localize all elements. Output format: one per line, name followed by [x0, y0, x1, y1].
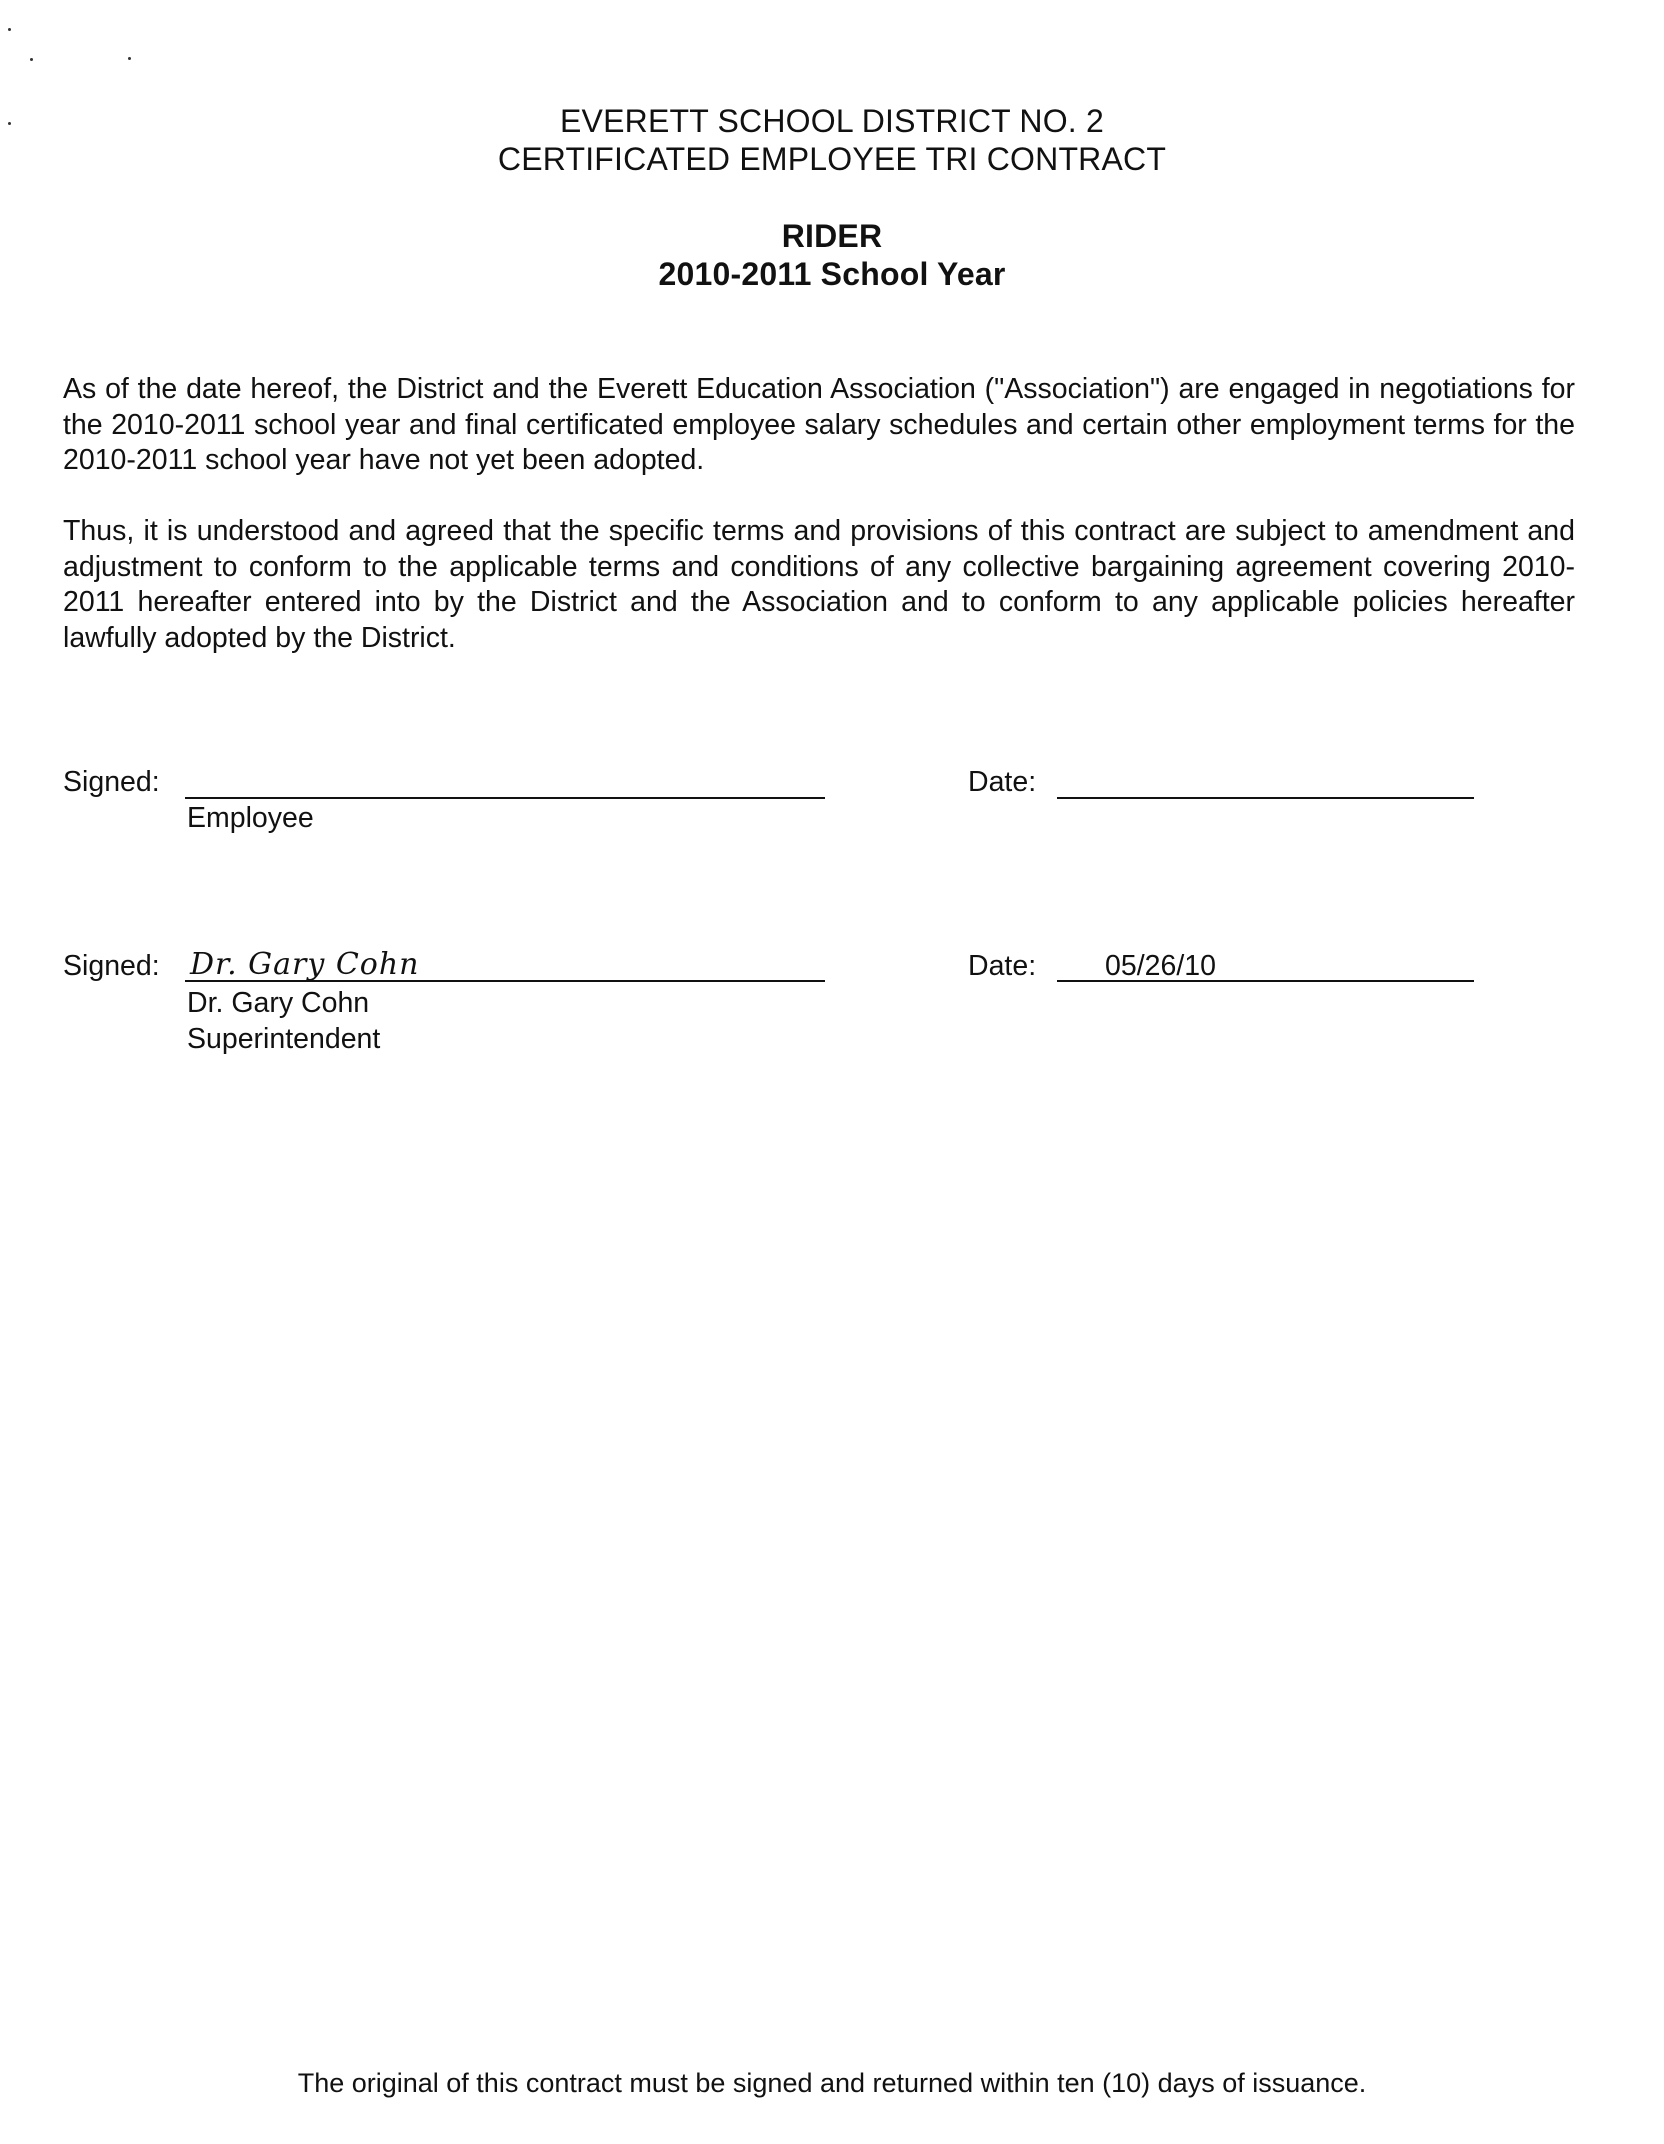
- superintendent-title: Superintendent: [187, 1023, 381, 1055]
- employee-signature-line[interactable]: [185, 797, 825, 799]
- return-deadline-note: The original of this contract must be signed and returned within ten (10) days of issuance.: [297, 2068, 1367, 2098]
- employee-date-label: Date:: [968, 766, 1037, 798]
- superintendent-handwritten-signature: Dr. Gary Cohn: [190, 947, 420, 982]
- superintendent-signature-line[interactable]: [185, 980, 825, 982]
- employee-date-line[interactable]: [1057, 797, 1474, 799]
- superintendent-date-value: 05/26/10: [1105, 950, 1216, 982]
- school-year-heading: 2010-2011 School Year: [658, 256, 1006, 292]
- scan-speck: [30, 58, 33, 61]
- superintendent-name: Dr. Gary Cohn: [187, 987, 370, 1019]
- contract-title: CERTIFICATED EMPLOYEE TRI CONTRACT: [497, 141, 1167, 177]
- scan-speck: [128, 57, 131, 60]
- superintendent-signed-label: Signed:: [63, 950, 160, 982]
- superintendent-date-line[interactable]: [1057, 980, 1474, 982]
- scan-speck: [8, 28, 11, 31]
- superintendent-date-label: Date:: [968, 950, 1037, 982]
- negotiations-paragraph: As of the date hereof, the District and the Everett Education Association ("Association") are engaged in negotiations for the 2010-2011 school year and final certificated employee salary schedules and certain other employment terms for the 2010-2011 school year have not yet been adopted.: [63, 373, 1575, 476]
- rider-heading: RIDER: [781, 218, 883, 254]
- employee-signed-label: Signed:: [63, 766, 160, 798]
- agreement-paragraph: Thus, it is understood and agreed that the specific terms and provisions of this contract are subject to amendment and adjustment to conform to the applicable terms and conditions of any collective bargaining agreement covering 2010-2011 hereafter entered into by the District and the Association and to conform to any applicable policies hereafter lawfully adopted by the District.: [63, 515, 1575, 654]
- district-title: EVERETT SCHOOL DISTRICT NO. 2: [560, 103, 1104, 139]
- employee-role-label: Employee: [187, 802, 314, 834]
